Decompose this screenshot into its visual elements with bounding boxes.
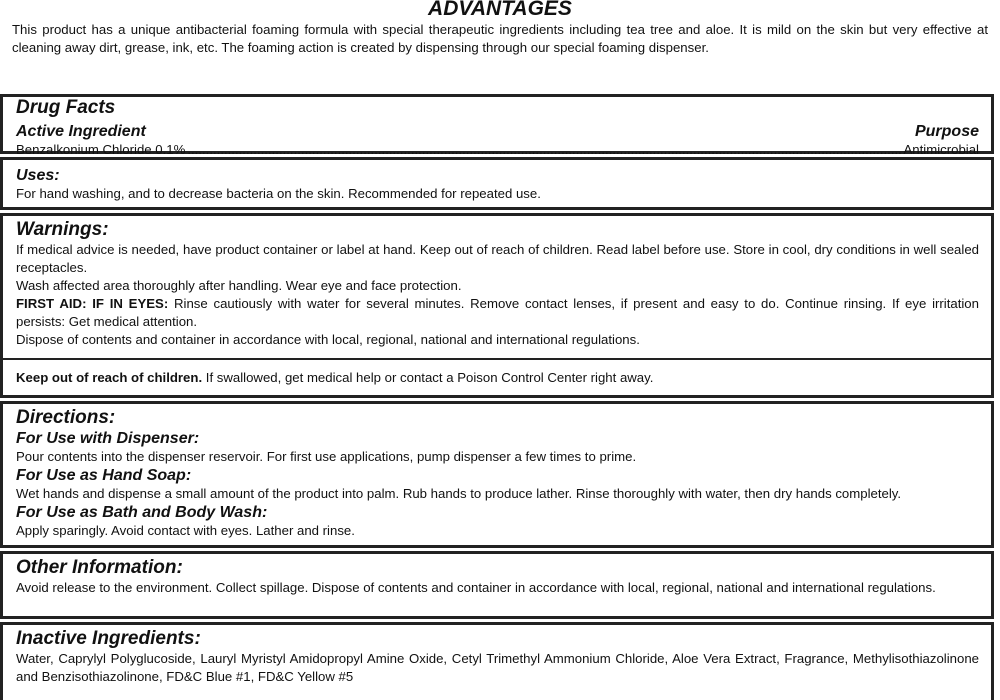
other-info-text: Avoid release to the environment. Collect spillage. Dispose of contents and container in accordance with local, regional, national and international regulations. — [16, 580, 936, 595]
hand-soap-text: Wet hands and dispense a small amount of the product into palm. Rub hands to produce lather. Rinse thoroughly with water, then dry hands completely. — [16, 486, 902, 501]
warnings-title: Warnings: — [16, 219, 109, 240]
keep-out-text: If swallowed, get medical help or contact a Poison Control Center right away. — [202, 370, 654, 385]
other-info-title: Other Information: — [16, 557, 183, 578]
keep-out-section — [3, 358, 991, 387]
drug-facts-box — [0, 94, 994, 157]
active-ingredient-label: Active Ingredient — [16, 123, 146, 140]
ingredient-name: Benzalkonium Chloride 0.1% — [16, 142, 186, 157]
ingredient-purpose: Antimicrobial — [903, 142, 979, 157]
dispenser-text: Pour contents into the dispenser reservoir. For first use applications, pump dispenser a few times to prime. — [16, 449, 637, 464]
other-info-box — [0, 551, 994, 619]
drug-facts-title: Drug Facts — [16, 97, 116, 118]
advantages-text: This product has a unique antibacterial foaming formula with special therapeutic ingredients including tea tree and aloe. It is mild on the skin but very effective at cleaning away dirt, grease, ink, etc. The foaming action is created by dispensing through our special foaming dispenser. — [12, 22, 988, 55]
body-wash-text: Apply sparingly. Avoid contact with eyes. Lather and rinse. — [16, 523, 355, 538]
body-wash-heading: For Use as Bath and Body Wash: — [16, 504, 268, 521]
inactive-title: Inactive Ingredients: — [16, 628, 201, 649]
directions-title: Directions: — [16, 407, 116, 428]
inactive-box — [0, 622, 994, 700]
first-aid-text: Rinse cautiously with water for several minutes. Remove contact lenses, if present and easy to do. Continue rinsing. If eye irritation persists: Get medical attention. — [16, 296, 979, 329]
uses-text: For hand washing, and to decrease bacteria on the skin. Recommended for repeated use. — [16, 186, 541, 201]
first-aid-label: FIRST AID: IF IN EYES: — [16, 296, 169, 311]
hand-soap-heading: For Use as Hand Soap: — [16, 467, 192, 484]
dispenser-heading: For Use with Dispenser: — [16, 430, 200, 447]
purpose-label: Purpose — [914, 123, 979, 140]
warnings-line-1: If medical advice is needed, have product container or label at hand. Keep out of reach of children. Read label before use. Store in cool, dry conditions in well sealed receptacles. — [16, 242, 979, 275]
warnings-line-4: Dispose of contents and container in accordance with local, regional, national and international regulations. — [16, 332, 640, 347]
keep-out-label: Keep out of reach of children. — [16, 370, 203, 385]
directions-box — [0, 401, 994, 548]
advantages-title: ADVANTAGES — [428, 0, 572, 20]
warnings-line-2: Wash affected area thoroughly after handling. Wear eye and face protection. — [16, 278, 462, 293]
first-aid — [16, 295, 991, 331]
uses-box — [0, 157, 994, 210]
inactive-text: Water, Caprylyl Polyglucoside, Lauryl Myristyl Amidopropyl Amine Oxide, Cetyl Trimethyl Ammonium Chloride, Aloe Vera Extract, Fragrance, Methylisothiazolinone and Benzisothiazolinone, FD&C Blue #1, FD&C Yellow #5 — [16, 651, 979, 684]
warnings-box — [0, 213, 994, 398]
uses-title: Uses: — [16, 167, 60, 184]
